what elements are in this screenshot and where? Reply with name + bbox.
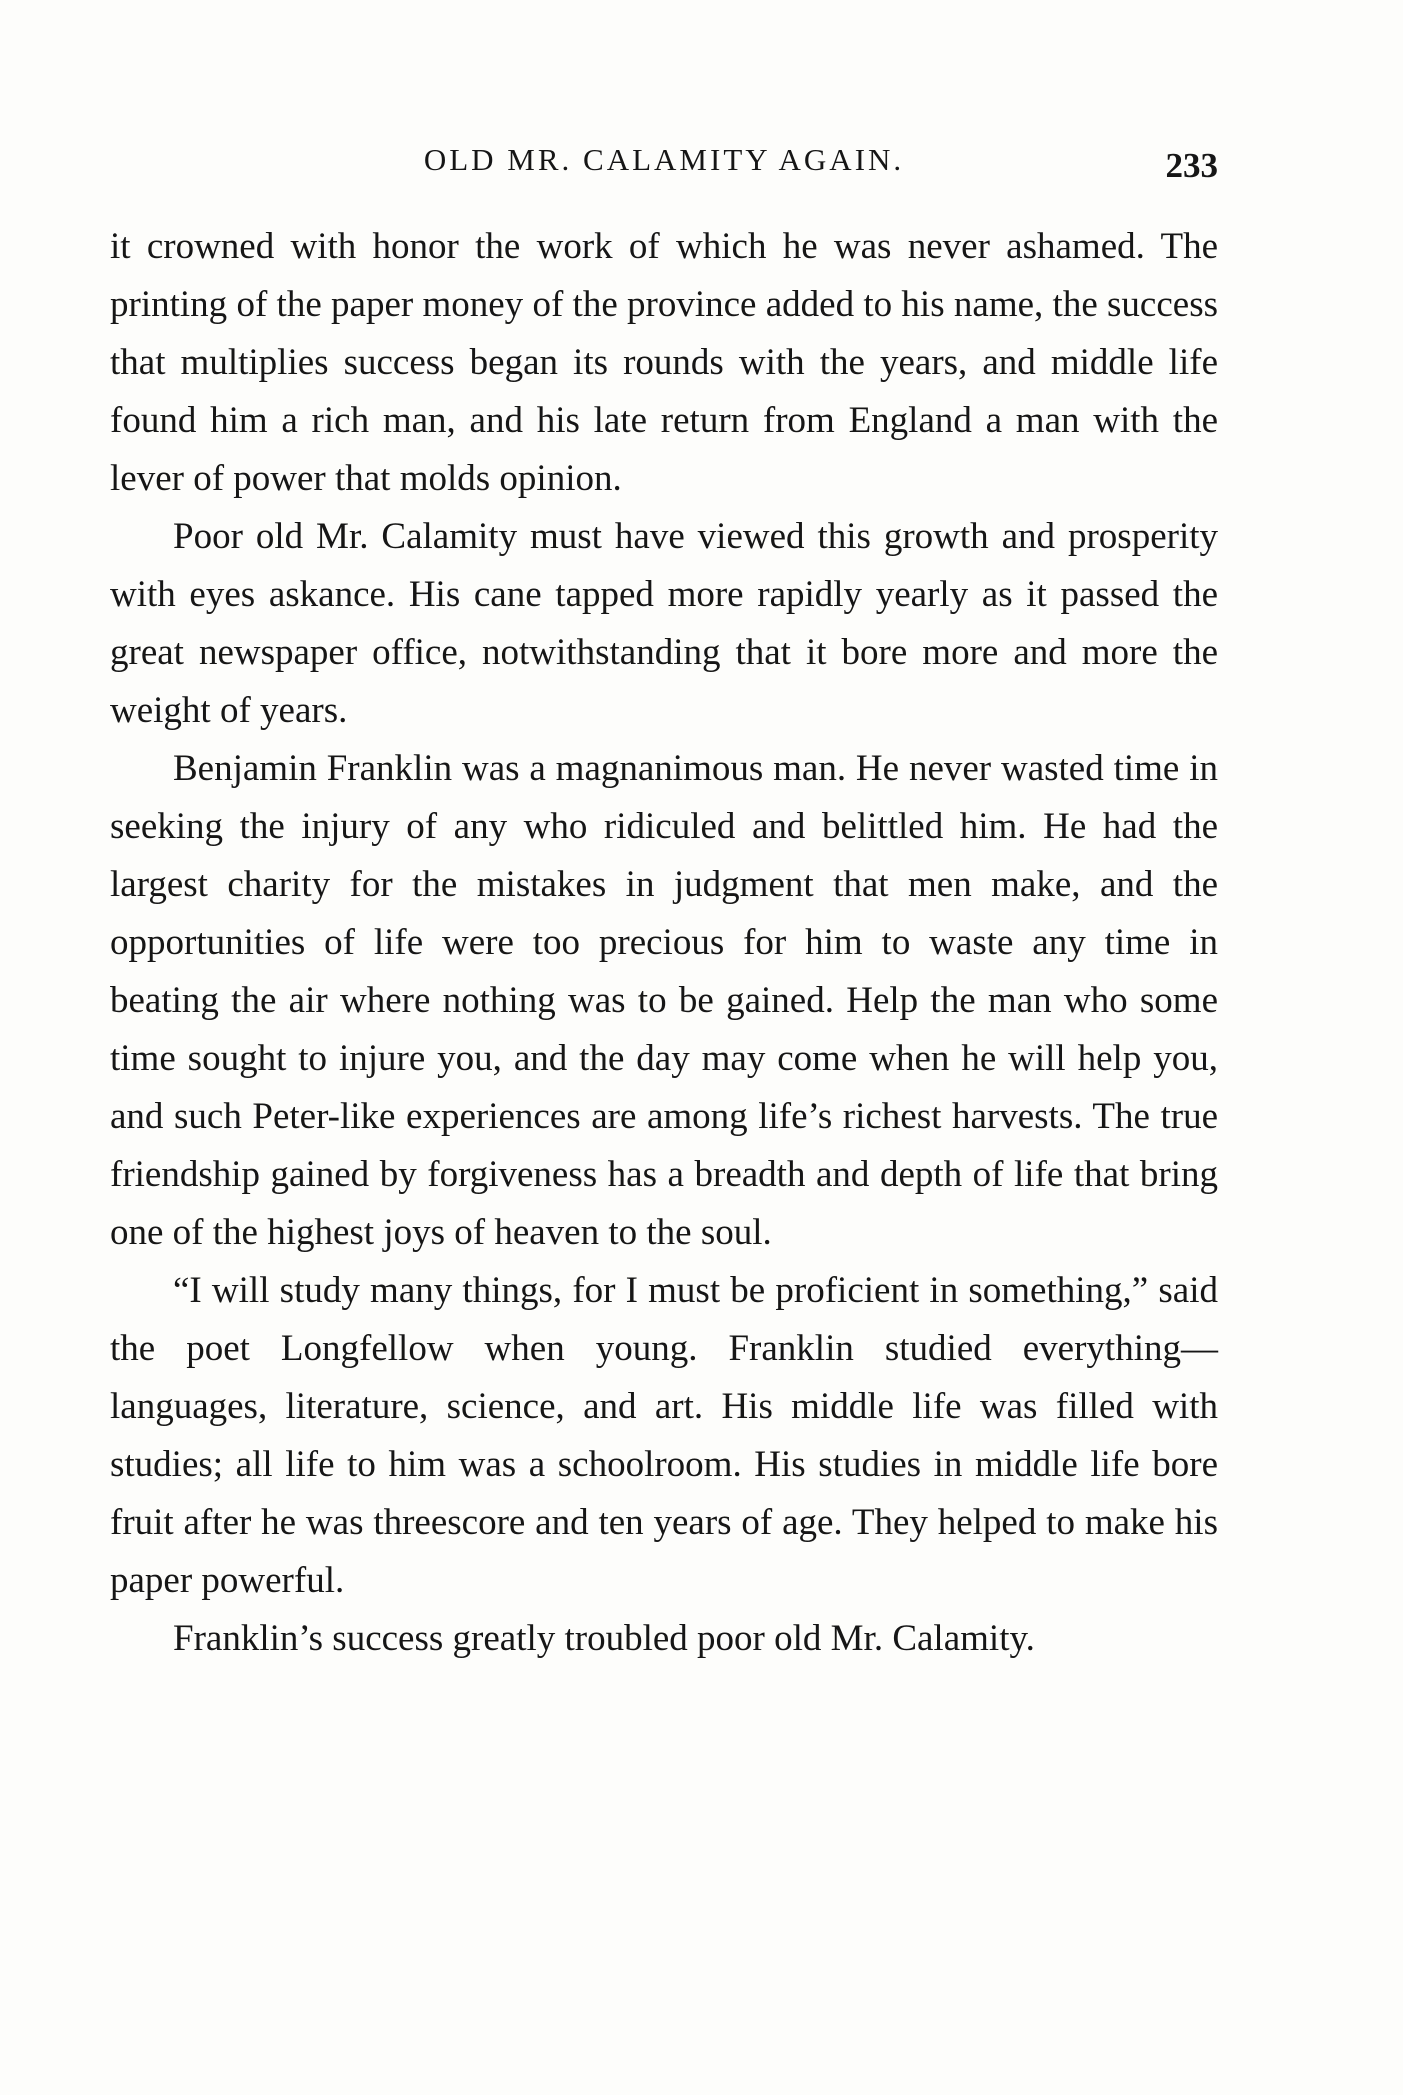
paragraph: “I will study many things, for I must be proficient in something,” said the poet Longfellow when young. Franklin studied everything—languages, literature, science, and art. His middle life was filled with studies; all life to him was a schoolroom. His studies in middle life bore fruit after he was threescore and ten years of age. They helped to make his paper powerful. xyxy=(110,1270,1218,1601)
paragraph: Benjamin Franklin was a magnanimous man. He never wasted time in seeking the injury of any who ridiculed and belittled him. He had the largest charity for the mistakes in judgment that men make, and the opportunities of life were too precious for him to waste any time in beating the air where nothing was to be gained. Help the man who some time sought to injure you, and the day may come when he will help you, and such Peter-like experiences are among life’s richest harvests. The true friendship gained by forgiveness has a breadth and depth of life that bring one of the highest joys of heaven to the soul. xyxy=(110,748,1218,1253)
page-number: 233 xyxy=(1165,146,1218,185)
body-text xyxy=(110,218,1218,1668)
paragraph: it crowned with honor the work of which he was never ashamed. The printing of the paper money of the province added to his name, the success that multiplies success began its rounds with the years, and middle life found him a rich man, and his late return from England a man with the lever of power that molds opinion. xyxy=(110,226,1218,499)
running-title: OLD MR. CALAMITY AGAIN. xyxy=(423,142,905,177)
paragraph: Franklin’s success greatly troubled poor old Mr. Calamity. xyxy=(173,1618,1035,1659)
paragraph: Poor old Mr. Calamity must have viewed this growth and prosperity with eyes askance. His cane tapped more rapidly yearly as it passed the great newspaper office, notwithstanding that it bore more and more the weight of years. xyxy=(110,516,1218,731)
running-header xyxy=(110,138,1218,188)
